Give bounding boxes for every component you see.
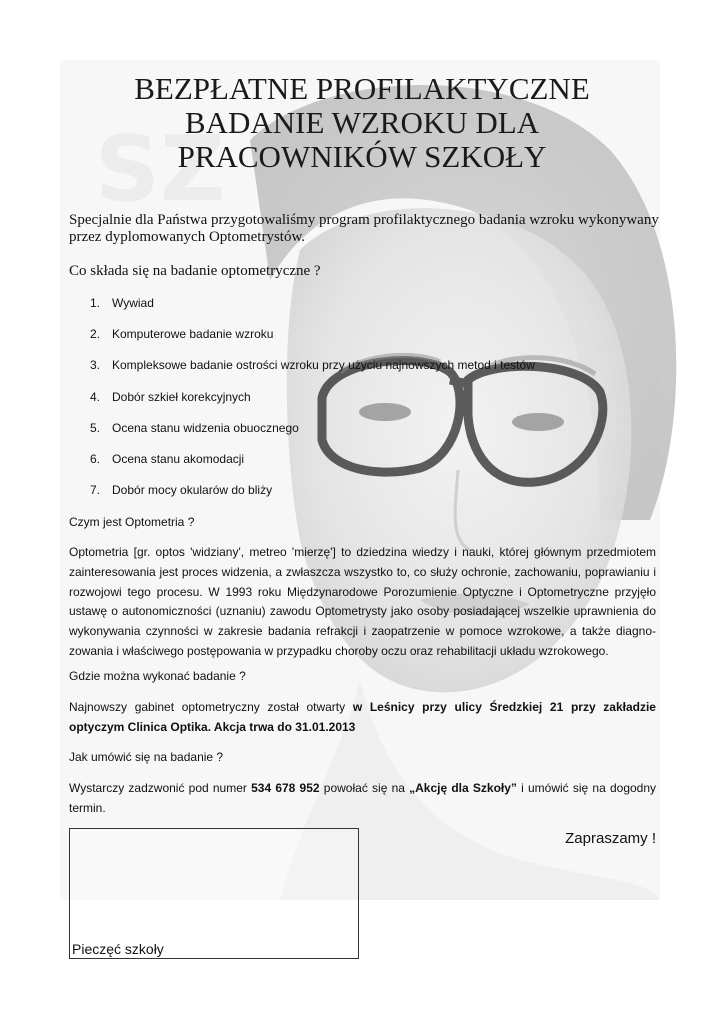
intro-paragraph: Specjalnie dla Państwa przygotowaliśmy program profilaktycznego badania wzroku wykonywany przez dyplomowanych Optometrystów. — [69, 212, 659, 245]
list-item: 7. Dobór mocy okularów do bliży — [90, 483, 273, 498]
school-stamp-box — [69, 828, 359, 959]
exam-items-list — [90, 296, 650, 514]
list-item: 5. Ocena stanu widzenia obuocznego — [90, 420, 299, 435]
location-info: w Leśnicy przy ulicy Średzkiej 21 przy zakładzie optyczym Clinica Optika. Akcja trwa do 31.01.2013 — [69, 700, 656, 734]
how-question: Jak umówić się na badanie ? — [69, 750, 224, 764]
optometry-definition: Optometria [gr. optos 'widziany', metreo 'mierzę'] to dziedzina wiedzy i nauki, której głównym przedmiotem zainteresowania jest proces widzenia, a zwłaszcza wszystko to, co służy ochronie, zachowaniu, poprawianiu i rozwojowi tego procesu. W 1993 roku Międzynarodowe Porozumienie Optyczne i Optometryczne przyjęło ustawę o autonomiczności (uznaniu) zawodu Optometrysty jako osoby posiadającej wszelkie uprawnienia do wykonywania czynności w zakresie badania refrakcji i zaopatrzenie w pomoce wzrokowe, a także diagno-zowania i właściwego postępowania w przypadku choroby oczu oraz rehabilitacji układu wzrokowego. — [69, 545, 656, 658]
list-item: 1. Wywiad — [90, 296, 154, 310]
exam-question: Co składa się na badanie optometryczne ? — [69, 263, 321, 279]
where-question: Gdzie można wykonać badanie ? — [69, 669, 246, 683]
list-item: 6. Ocena stanu akomodacji — [90, 451, 245, 466]
stamp-label: Pieczęć szkoły — [72, 941, 164, 957]
how-answer: Wystarczy zadzwonić pod numer 534 678 952 powołać się na „Akcję dla Szkoły” i umówić się na dogodny termin. — [69, 781, 657, 815]
svg-text:S: S — [95, 117, 160, 222]
title-line: BADANIE WZROKU DLA — [184, 105, 540, 140]
phone-number: 534 678 952 — [251, 781, 320, 795]
list-item: 2. Komputerowe badanie wzroku — [90, 327, 274, 342]
page-title — [60, 72, 664, 174]
title-line: PRACOWNIKÓW SZKOŁY — [177, 139, 547, 174]
invitation-text: Zapraszamy ! — [565, 830, 656, 847]
where-answer: Najnowszy gabinet optometryczny został otwarty w Leśnicy przy ulicy Średzkiej 21 przy zakładzie optyczym Clinica Optika. Akcja trwa do 31.01.2013 — [69, 700, 656, 734]
list-item: 4. Dobór szkieł korekcyjnych — [90, 389, 251, 404]
campaign-name: „Akcję dla Szkoły” — [409, 781, 517, 795]
optometry-question: Czym jest Optometria ? — [69, 515, 195, 529]
title-line: BEZPŁATNE PROFILAKTYCZNE — [134, 71, 590, 106]
svg-text:Z: Z — [160, 117, 226, 222]
list-item: 3. Kompleksowe badanie ostrości wzroku przy użyciu najnowszych metod i testów — [90, 358, 535, 373]
